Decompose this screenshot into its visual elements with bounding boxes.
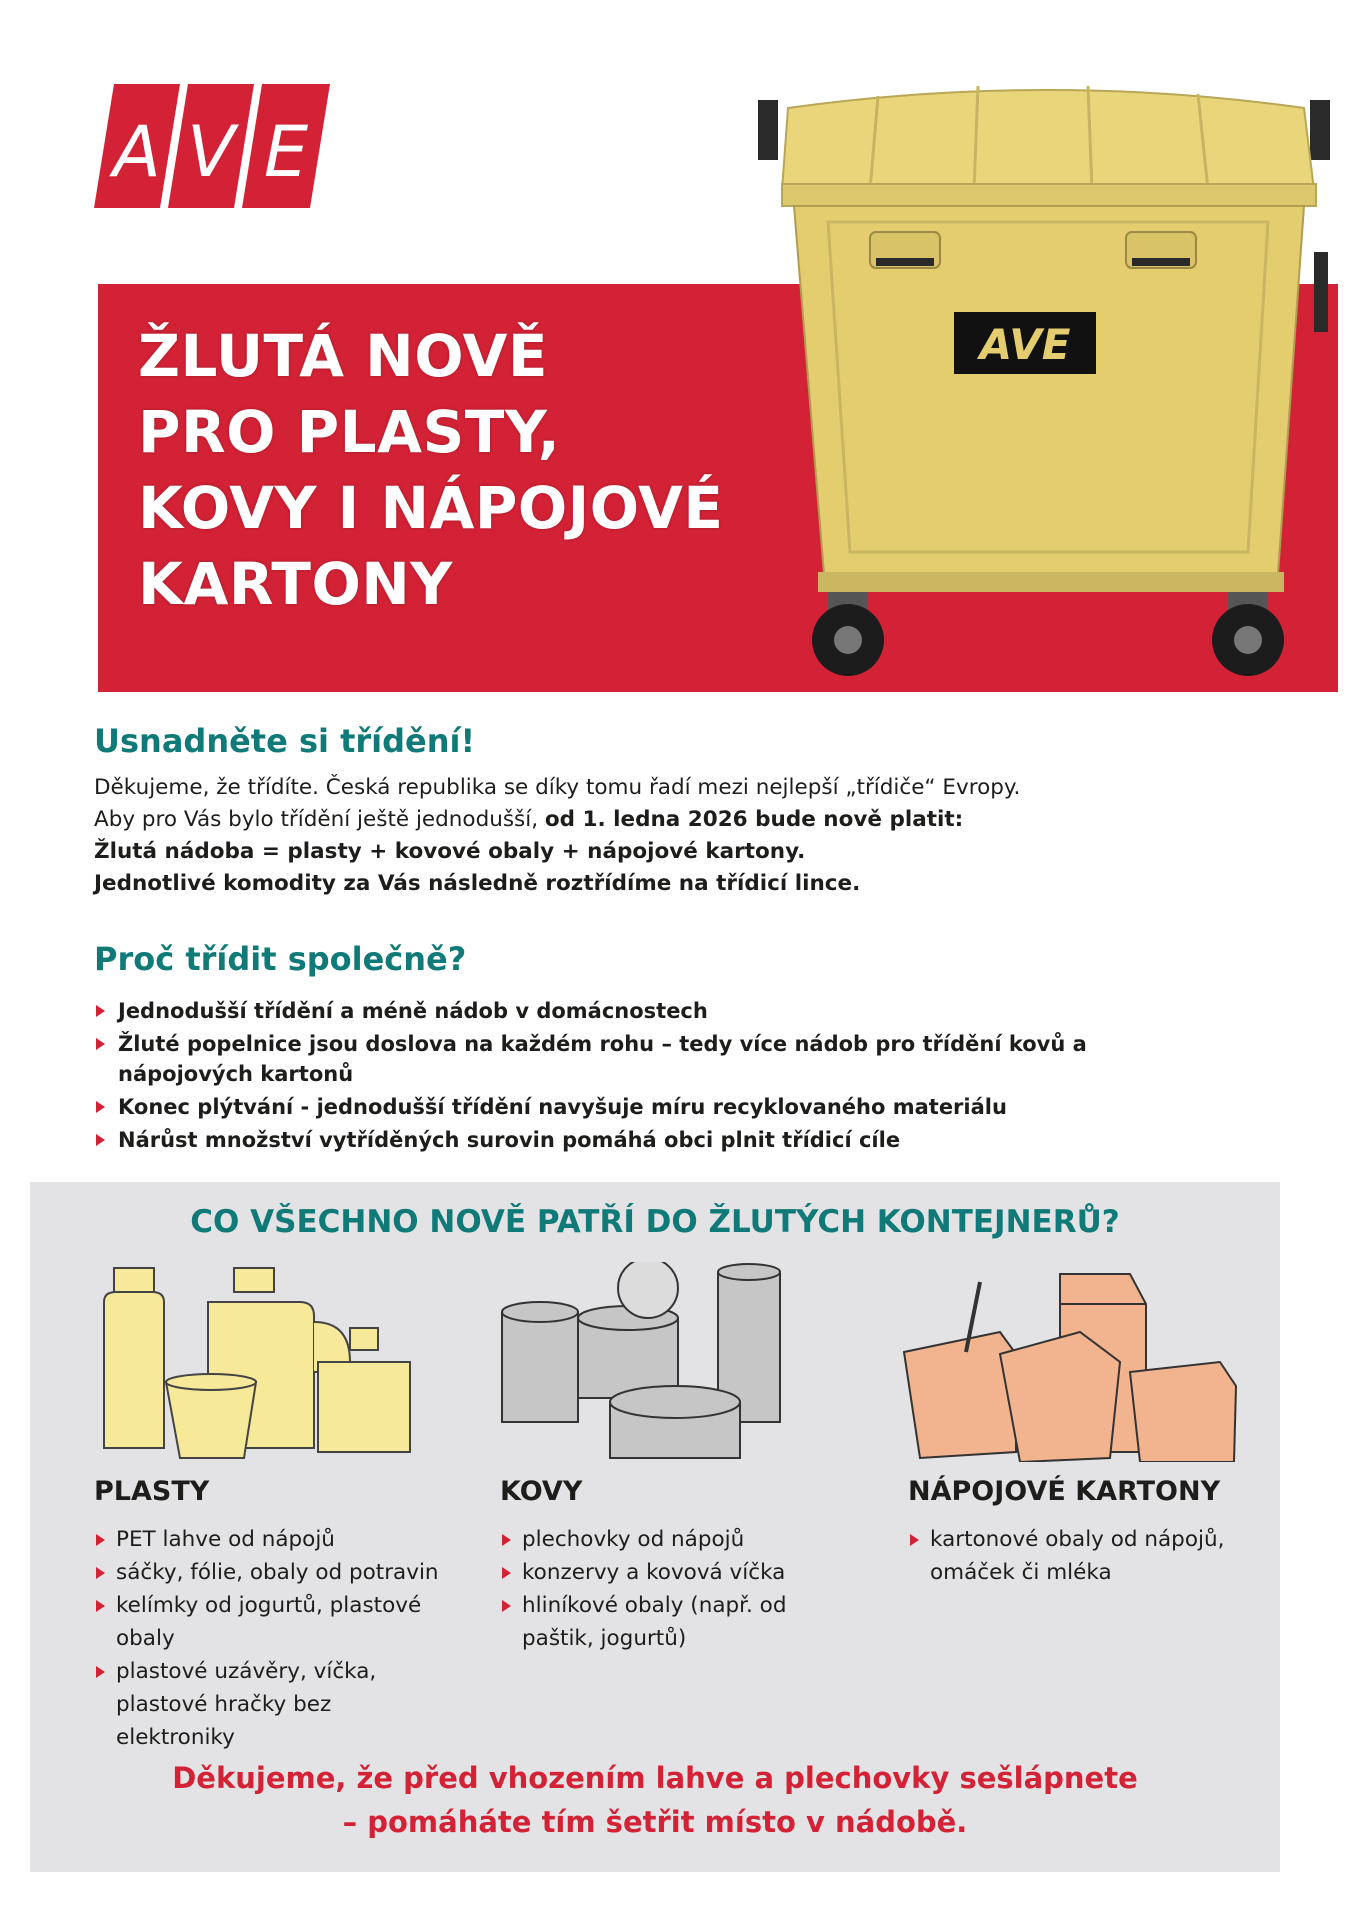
list-item: hliníkové obaly (např. od paštik, jogurtů) bbox=[500, 1589, 822, 1655]
intro-heading: Usnadněte si třídění! bbox=[94, 722, 476, 760]
metal-cans-icon bbox=[498, 1262, 798, 1462]
list-item: Konec plýtvání - jednodušší třídění navyšuje míru recyklovaného materiálu bbox=[94, 1092, 1094, 1122]
bullet-icon bbox=[502, 1534, 511, 1546]
intro-line-1: Děkujeme, že třídíte. Česká republika se díky tomu řadí mezi nejlepší „třídiče“ Evropy. bbox=[94, 775, 1021, 800]
intro-line-3: Žlutá nádoba = plasty + kovové obaly + nápojové kartony. bbox=[94, 839, 806, 864]
column-napojove-kartony bbox=[908, 1476, 1268, 1589]
bullet-icon bbox=[96, 1534, 105, 1546]
list-item: kartonové obaly od nápojů, omáček či mléka bbox=[908, 1523, 1270, 1589]
box-title: CO VŠECHNO NOVĚ PATŘÍ DO ŽLUTÝCH KONTEJNERŮ? bbox=[190, 1204, 1120, 1240]
hero-headline: ŽLUTÁ NOVĚ PRO PLASTY, KOVY I NÁPOJOVÉ KARTONY bbox=[138, 322, 724, 618]
bullet-icon bbox=[502, 1600, 511, 1612]
thanks-message: Děkujeme, že před vhozením lahve a plechovky sešlápnete – pomáháte tím šetřit místo v nádobě. bbox=[172, 1761, 1138, 1839]
column-plasty bbox=[94, 1476, 494, 1754]
list-item: PET lahve od nápojů bbox=[94, 1523, 494, 1556]
list-item: Jednodušší třídění a méně nádob v domácnostech bbox=[94, 996, 1094, 1026]
bullet-icon bbox=[96, 1038, 105, 1050]
svg-text:A: A bbox=[113, 111, 161, 193]
column-title: NÁPOJOVÉ KARTONY bbox=[908, 1476, 1221, 1507]
bullet-icon bbox=[502, 1567, 511, 1579]
column-list bbox=[908, 1523, 1268, 1589]
yellow-container-icon bbox=[758, 72, 1338, 676]
list-item: plechovky od nápojů bbox=[500, 1523, 860, 1556]
ave-logo bbox=[94, 84, 330, 208]
list-item: plastové uzávěry, víčka, plastové hračky bez elektroniky bbox=[94, 1655, 416, 1754]
bullet-icon bbox=[96, 1666, 105, 1678]
bullet-icon bbox=[96, 1134, 105, 1146]
bullet-icon bbox=[96, 1101, 105, 1113]
list-item: Nárůst množství vytříděných surovin pomáhá obci plnit třídicí cíle bbox=[94, 1125, 1094, 1155]
why-heading: Proč třídit společně? bbox=[94, 940, 467, 978]
bullet-icon bbox=[96, 1567, 105, 1579]
column-title: KOVY bbox=[500, 1476, 583, 1507]
intro-line-2: Aby pro Vás bylo třídění ještě jednodušší, od 1. ledna 2026 bude nově platit: bbox=[94, 807, 964, 832]
list-item: konzervy a kovová víčka bbox=[500, 1556, 860, 1589]
beverage-cartons-icon bbox=[900, 1262, 1240, 1462]
intro-text bbox=[94, 772, 1094, 900]
list-item: Žluté popelnice jsou doslova na každém rohu – tedy více nádob pro třídění kovů a nápojových kartonů bbox=[94, 1029, 1098, 1089]
svg-text:E: E bbox=[263, 111, 309, 193]
bullet-icon bbox=[96, 1600, 105, 1612]
bullet-icon bbox=[96, 1005, 105, 1017]
intro-line-4: Jednotlivé komodity za Vás následně roztřídíme na třídicí lince. bbox=[94, 871, 861, 896]
bullet-icon bbox=[910, 1534, 919, 1546]
column-title: PLASTY bbox=[94, 1476, 210, 1507]
column-kovy bbox=[500, 1476, 860, 1655]
column-list bbox=[94, 1523, 494, 1754]
svg-text:V: V bbox=[187, 111, 235, 193]
svg-text:AVE: AVE bbox=[979, 320, 1071, 369]
column-list bbox=[500, 1523, 860, 1655]
why-list bbox=[94, 996, 1094, 1158]
list-item: kelímky od jogurtů, plastové obaly bbox=[94, 1589, 426, 1655]
list-item: sáčky, fólie, obaly od potravin bbox=[94, 1556, 494, 1589]
plastic-bottles-icon bbox=[94, 1262, 414, 1462]
